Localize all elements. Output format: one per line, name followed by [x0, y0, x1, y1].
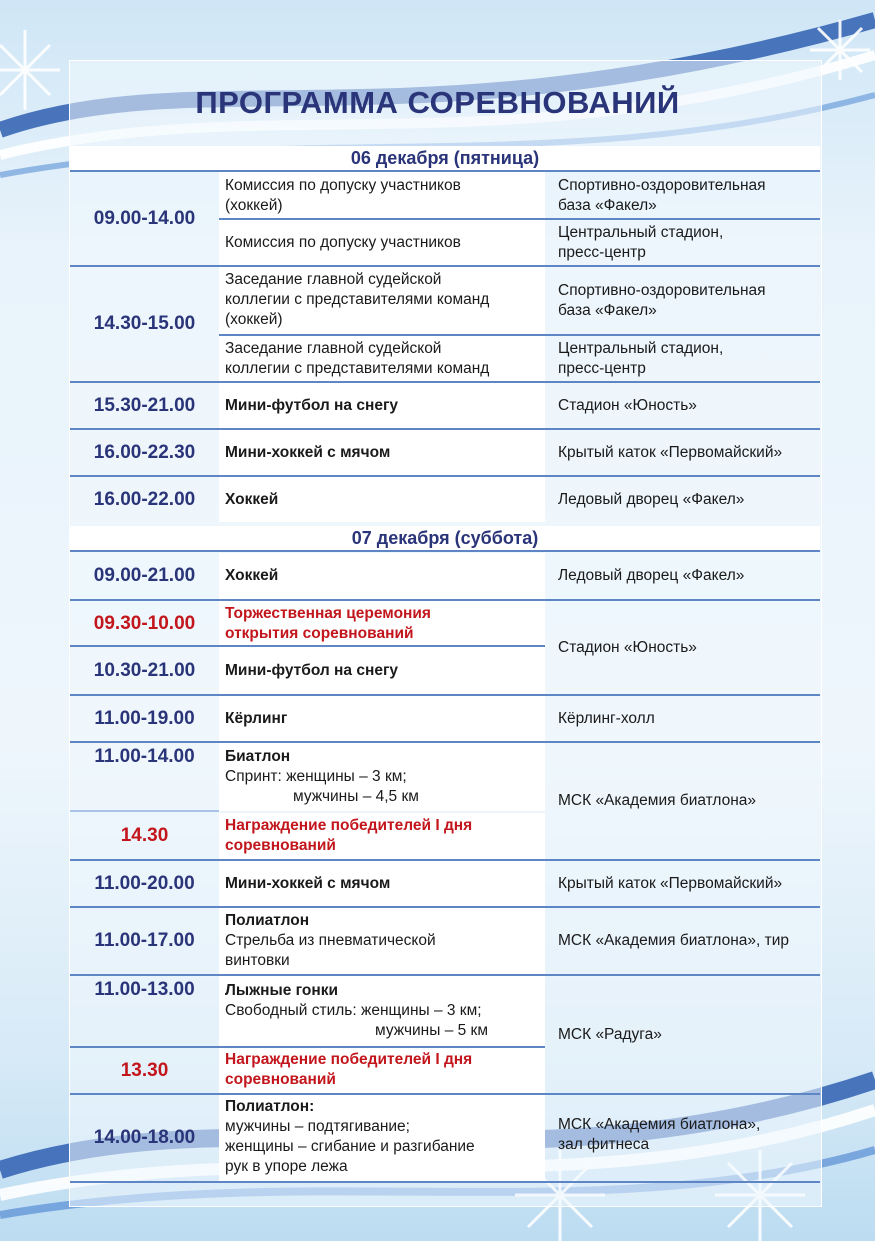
place-text: МСК «Академия биатлона», — [558, 1116, 761, 1133]
place-cell — [547, 220, 820, 266]
event-text: Награждение победителей I дня — [225, 1051, 473, 1068]
event-text: соревнований — [225, 837, 336, 854]
event-text: открытия соревнований — [225, 625, 414, 642]
event-text: винтовки — [225, 952, 290, 969]
time-cell: 11.00-17.00 — [94, 930, 195, 951]
event-cell: Хоккей — [219, 477, 545, 522]
place-text: Центральный стадион, — [558, 224, 724, 241]
event-cell — [219, 172, 545, 220]
time-cell: 15.30-21.00 — [93, 394, 196, 416]
event-cell: Мини-хоккей с мячом — [219, 430, 545, 475]
time-cell: 11.00-14.00 — [94, 746, 195, 767]
day-header: 06 декабря (пятница) — [70, 146, 820, 172]
time-cell: 13.30 — [120, 1059, 169, 1081]
event-cell: Кёрлинг — [219, 696, 545, 741]
event-cell — [219, 813, 545, 859]
event-cell: Хоккей — [219, 553, 545, 599]
event-text: Награждение победителей I дня — [225, 817, 473, 834]
event-text: мужчины – 4,5 км — [293, 788, 419, 805]
place-cell: Ледовый дворец «Факел» — [558, 490, 745, 508]
divider — [70, 810, 219, 812]
event-text: Полиатлон: — [225, 1098, 315, 1115]
place-text: база «Факел» — [558, 302, 657, 319]
divider — [70, 1181, 820, 1183]
event-cell: Мини-футбол на снегу — [219, 647, 545, 694]
event-text: коллегии с представителями команд — [225, 360, 490, 377]
event-text: (хоккей) — [225, 311, 283, 328]
place-cell: МСК «Академия биатлона», тир — [558, 932, 790, 949]
time-cell: 11.00-13.00 — [94, 979, 195, 1000]
place-cell: Стадион «Юность» — [558, 638, 697, 656]
event-text: Торжественная церемония — [225, 605, 431, 622]
event-cell — [219, 743, 545, 811]
event-text: Полиатлон — [225, 912, 310, 929]
event-text: Стрельба из пневматической — [225, 932, 436, 949]
event-cell — [219, 601, 545, 646]
event-cell — [219, 976, 545, 1046]
event-text: Заседание главной судейской — [225, 340, 442, 357]
place-cell: Ледовый дворец «Факел» — [558, 567, 745, 584]
event-cell — [219, 1095, 545, 1181]
time-cell: 09.00-21.00 — [93, 565, 196, 586]
time-cell: 09.30-10.00 — [93, 612, 196, 634]
place-text: пресс-центр — [558, 244, 646, 261]
place-cell: Крытый каток «Первомайский» — [558, 874, 783, 892]
time-cell: 10.30-21.00 — [93, 659, 196, 681]
time-cell: 09.00-14.00 — [93, 208, 196, 229]
event-cell: Комиссия по допуску участников — [219, 220, 545, 266]
event-cell: Мини-хоккей с мячом — [219, 861, 545, 906]
place-text: Спортивно-оздоровительная — [558, 177, 766, 194]
event-text: Биатлон — [225, 748, 291, 765]
place-text: Центральный стадион, — [558, 340, 724, 357]
event-cell — [219, 1048, 545, 1093]
event-text: женщины – сгибание и разгибание — [225, 1138, 475, 1155]
event-text: мужчины – подтягивание; — [225, 1118, 410, 1135]
place-cell: МСК «Радуга» — [558, 1025, 662, 1043]
event-text: (хоккей) — [225, 197, 283, 214]
place-cell: Кёрлинг-холл — [558, 709, 655, 727]
place-text: Спортивно-оздоровительная — [558, 282, 766, 299]
event-text: Комиссия по допуску участников — [225, 177, 461, 194]
page-title: ПРОГРАММА СОРЕВНОВАНИЙ — [195, 85, 680, 120]
place-cell: МСК «Академия биатлона» — [558, 792, 757, 809]
time-cell: 14.00-18.00 — [93, 1127, 196, 1148]
event-text: Спринт: женщины – 3 км; — [225, 768, 407, 785]
place-cell — [547, 267, 820, 335]
place-cell — [547, 336, 820, 381]
event-cell — [219, 908, 545, 974]
event-text: Лыжные гонки — [225, 982, 338, 999]
event-text: Свободный стиль: женщины – 3 км; — [225, 1002, 482, 1019]
event-text: рук в упоре лежа — [225, 1158, 348, 1175]
event-cell — [219, 267, 545, 335]
place-cell — [547, 1095, 820, 1181]
time-cell: 16.00-22.00 — [93, 488, 196, 510]
time-cell: 11.00-20.00 — [94, 872, 195, 894]
event-cell: Мини-футбол на снегу — [219, 383, 545, 428]
place-cell — [547, 172, 820, 220]
time-cell: 16.00-22.30 — [93, 441, 196, 463]
day-header: 07 декабря (суббота) — [70, 526, 820, 552]
time-cell: 11.00-19.00 — [94, 707, 195, 729]
time-cell: 14.30-15.00 — [93, 313, 196, 334]
time-cell: 14.30 — [120, 825, 169, 846]
place-cell: Крытый каток «Первомайский» — [558, 443, 783, 461]
place-cell: Стадион «Юность» — [558, 396, 697, 414]
event-text: соревнований — [225, 1071, 336, 1088]
place-text: пресс-центр — [558, 360, 646, 377]
event-text: коллегии с представителями команд — [225, 291, 490, 308]
event-cell — [219, 336, 545, 381]
event-text: мужчины – 5 км — [375, 1022, 488, 1039]
place-text: база «Факел» — [558, 197, 657, 214]
place-text: зал фитнеса — [558, 1136, 650, 1153]
event-text: Заседание главной судейской — [225, 271, 442, 288]
